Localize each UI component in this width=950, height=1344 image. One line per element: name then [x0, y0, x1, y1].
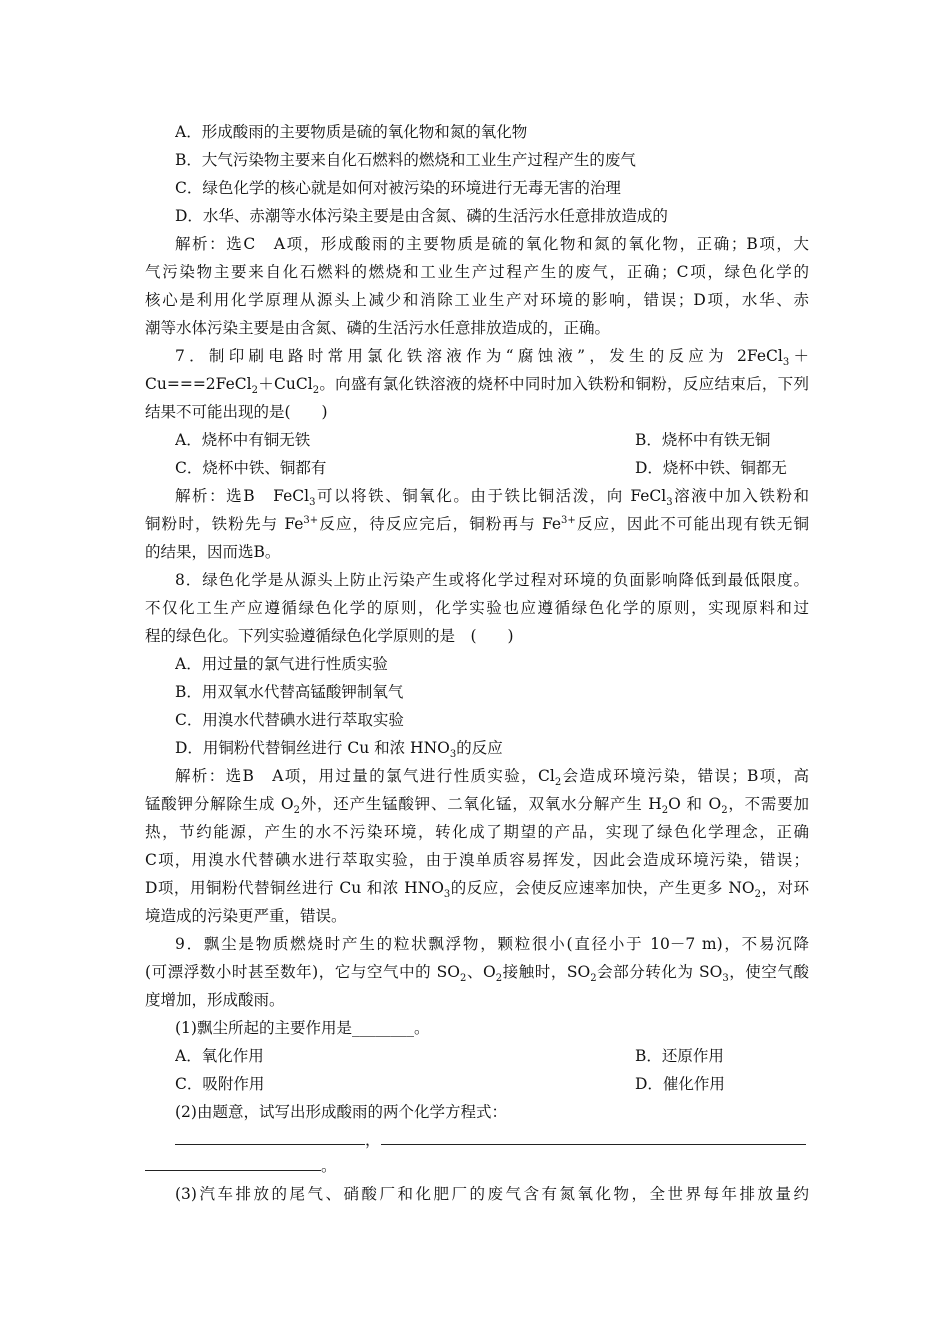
- q7-options-row: [175, 430, 809, 450]
- q6-option-c: C．绿色化学的核心就是如何对被污染的环境进行无毒无害的治理: [175, 179, 621, 197]
- q7-answer-line: 铜粉时，铁粉先与 $Fe^{3+}$反应，待反应完后，铜粉再与 $Fe^{3+}$反应，因此不可能出现有铁无铜: [145, 514, 809, 533]
- q6-answer-line: 潮等水体污染主要是由含氮、磷的生活污水任意排放造成的，正确。: [145, 319, 611, 337]
- q8-option-a: A．用过量的氯气进行性质实验: [175, 655, 388, 673]
- q7-option-a: A．烧杯中有铜无铁: [175, 431, 311, 449]
- q9-subquestion-3: (3)汽车排放的尾气、硝酸厂和化肥厂的废气含有氮氧化物，全世界每年排放量约: [175, 1185, 809, 1203]
- q9-answer-blank-row: ，: [175, 1130, 809, 1150]
- q7-stem-line: Cu===2FeCl$_2$＋CuCl$_2$。向盛有氯化铁溶液的烧杯中同时加入铁粉和铜粉，反应结束后，下列: [145, 375, 809, 394]
- answer-blank[interactable]: [145, 1156, 321, 1171]
- q8-answer-line: 锰酸钾分解除生成 $O_2$外，还产生锰酸钾、二氧化锰，双氧水分解产生 $H_2O$ 和 $O_2$，不需要加: [145, 795, 809, 814]
- q8-answer-line: 境造成的污染更严重，错误。: [145, 907, 347, 925]
- answer-blank[interactable]: [175, 1130, 365, 1145]
- q7-stem-line: 结果不可能出现的是( ): [145, 403, 328, 421]
- q8-answer-line: 热，节约能源，产生的水不污染环境，转化成了期望的产品，实现了绿色化学理念，正确: [145, 823, 809, 841]
- q8-option-d: D．用铜粉代替铜丝进行 Cu 和浓 $HNO_3$的反应: [175, 739, 503, 758]
- q9-option-b: B．还原作用: [635, 1047, 724, 1065]
- q8-stem-line: 程的绿色化。下列实验遵循绿色化学原则的是 ( ): [145, 627, 514, 645]
- q6-answer-line: 核心是利用化学原理从源头上减少和消除工业生产对环境的影响，错误；D项，水华、赤: [145, 291, 809, 309]
- q9-stem-line: 9．飘尘是物质燃烧时产生的粒状飘浮物，颗粒很小(直径小于 10－7 m)，不易沉降: [175, 935, 809, 953]
- q8-stem-line: 8．绿色化学是从源头上防止污染产生或将化学过程对环境的负面影响降低到最低限度。: [175, 571, 809, 589]
- q8-answer-line: C项，用溴水代替碘水进行萃取实验，由于溴单质容易挥发，因此会造成环境污染，错误；: [145, 851, 809, 869]
- q8-option-b: B．用双氧水代替高锰酸钾制氧气: [175, 683, 404, 701]
- q7-stem-line: 7．制印刷电路时常用氯化铁溶液作为“腐蚀液”，发生的反应为 2FeCl$_3$＋: [175, 347, 809, 366]
- q9-stem-line: (可漂浮数小时甚至数年)，它与空气中的 $SO_2$、$O_2$接触时，$SO_2$会部分转化为 $SO_3$，使空气酸: [145, 963, 809, 982]
- q8-answer-line: D项，用铜粉代替铜丝进行 Cu 和浓 $HNO_3$的反应，会使反应速率加快，产生更多 $NO_2$，对环: [145, 879, 809, 898]
- q9-option-d: D．催化作用: [635, 1075, 725, 1093]
- q6-answer-line: 解析：选C A项，形成酸雨的主要物质是硫的氧化物和氮的氧化物，正确；B项，大: [175, 235, 809, 253]
- q7-options-row: [175, 458, 809, 478]
- q9-options-row: [175, 1046, 809, 1066]
- q8-answer-line: 解析：选B A项，用过量的氯气进行性质实验，$Cl_2$会造成环境污染，错误；B项，高: [175, 767, 809, 786]
- q6-answer-line: 气污染物主要来自化石燃料的燃烧和工业生产过程产生的废气，正确；C项，绿色化学的: [145, 263, 809, 281]
- q8-option-c: C．用溴水代替碘水进行萃取实验: [175, 711, 404, 729]
- q9-option-a: A．氧化作用: [175, 1047, 264, 1065]
- q9-stem-line: 度增加，形成酸雨。: [145, 991, 285, 1009]
- q9-subquestion-1: (1)飘尘所起的主要作用是________。: [175, 1019, 430, 1037]
- q6-option-a: A．形成酸雨的主要物质是硫的氧化物和氮的氧化物: [175, 123, 528, 141]
- q7-answer-line: 的结果，因而选B。: [145, 543, 281, 561]
- q6-option-b: B．大气污染物主要来自化石燃料的燃烧和工业生产过程产生的废气: [175, 151, 636, 169]
- answer-blank[interactable]: [381, 1130, 806, 1145]
- q9-subquestion-2: (2)由题意，试写出形成酸雨的两个化学方程式：: [175, 1103, 507, 1121]
- q9-options-row: [175, 1074, 809, 1094]
- q9-option-c: C．吸附作用: [175, 1075, 265, 1093]
- q7-option-c: C．烧杯中铁、铜都有: [175, 459, 327, 477]
- q7-answer-line: 解析：选B FeCl$_3$可以将铁、铜氧化。由于铁比铜活泼，向 FeCl$_3$溶液中加入铁粉和: [175, 487, 809, 506]
- q8-stem-line: 不仅化工生产应遵循绿色化学的原则，化学实验也应遵循绿色化学的原则，实现原料和过: [145, 599, 809, 617]
- q7-option-b: B．烧杯中有铁无铜: [635, 431, 771, 449]
- q9-answer-blank-row: 。: [145, 1156, 809, 1176]
- q6-option-d: D．水华、赤潮等水体污染主要是由含氮、磷的生活污水任意排放造成的: [175, 207, 668, 225]
- q7-option-d: D．烧杯中铁、铜都无: [635, 459, 787, 477]
